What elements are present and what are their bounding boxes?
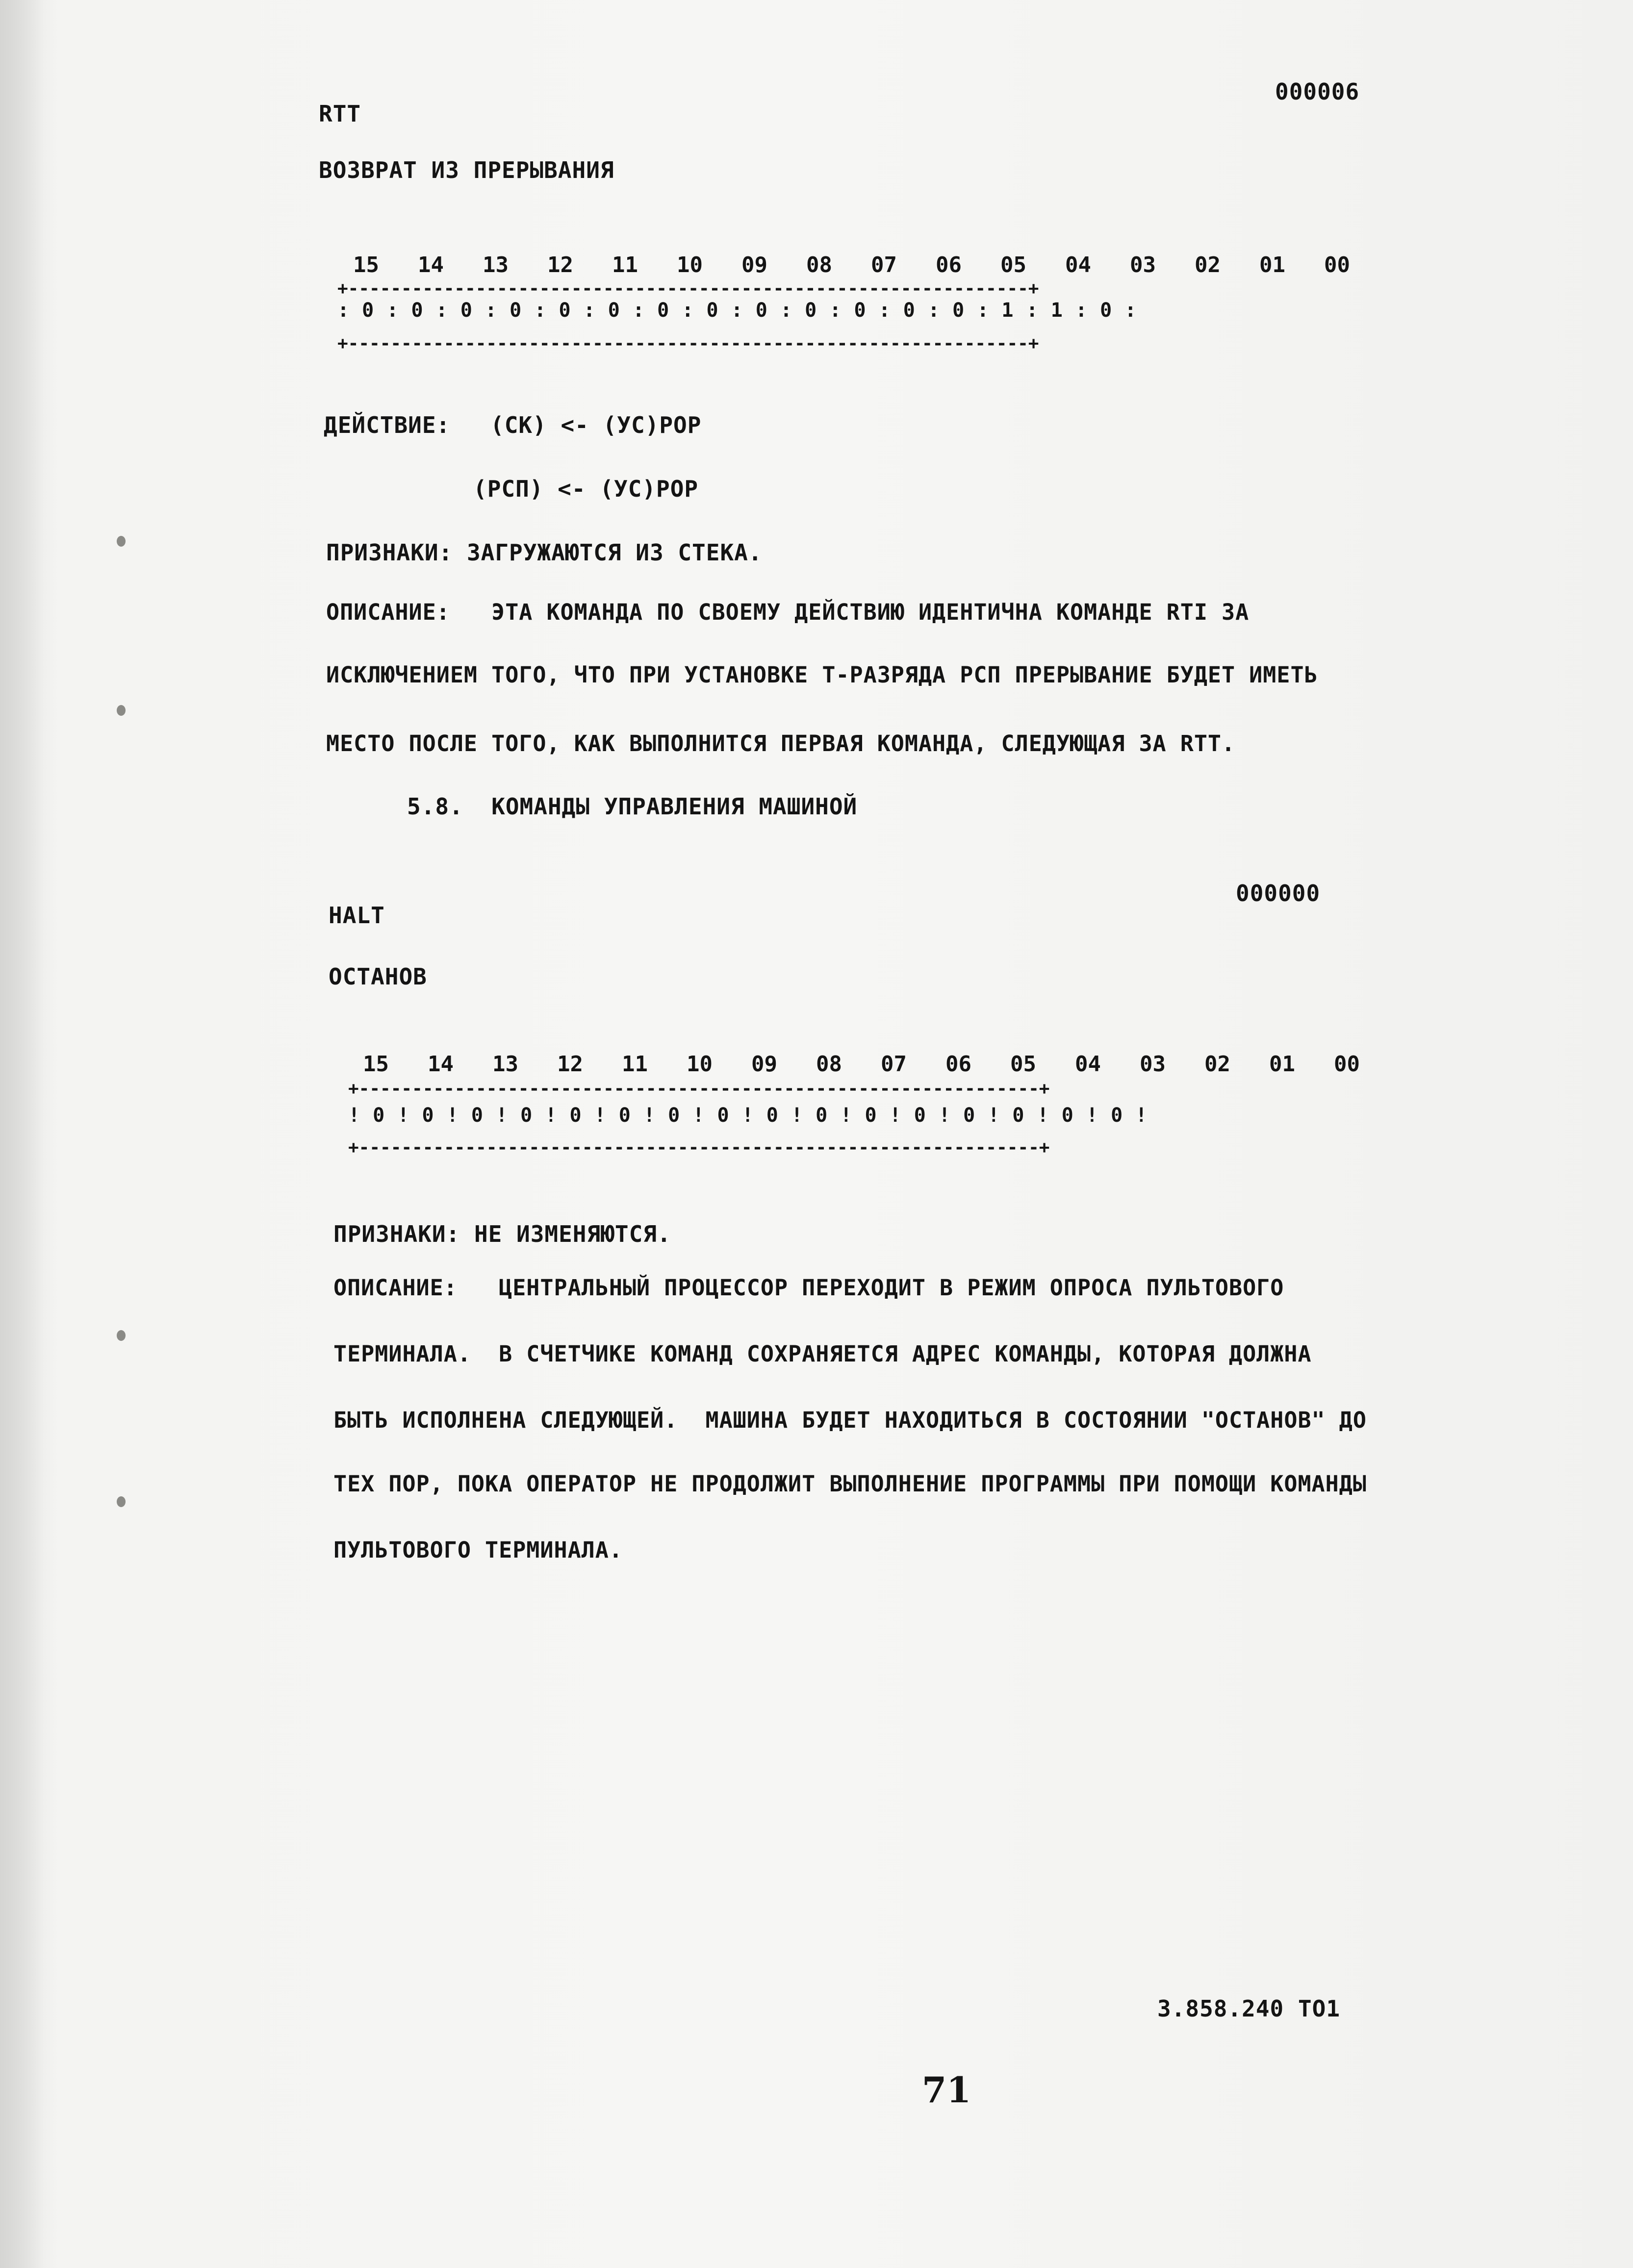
- bit-number: 07: [881, 1052, 907, 1077]
- rtt-mnemonic: RTT: [319, 101, 361, 127]
- rtt-description-line2: ИСКЛЮЧЕНИЕМ ТОГО, ЧТО ПРИ УСТАНОВКЕ Т-РАЗРЯДА РСП ПРЕРЫВАНИЕ БУДЕТ ИМЕТЬ: [326, 662, 1318, 688]
- bit-number: 12: [557, 1052, 583, 1077]
- bit-number: 07: [871, 252, 897, 277]
- rtt-code: 000006: [1275, 78, 1360, 105]
- bit-number: 09: [741, 252, 767, 277]
- bit-number: 10: [677, 252, 703, 277]
- bit-number: 05: [1000, 252, 1026, 277]
- section-heading: 5.8. КОМАНДЫ УПРАВЛЕНИЯ МАШИНОЙ: [407, 793, 858, 820]
- halt-border-top: +----------------------------------------------------------------+: [348, 1079, 1050, 1099]
- binding-hole: [117, 536, 126, 547]
- bit-number: 15: [363, 1052, 389, 1077]
- rtt-bit-row: : 0 : 0 : 0 : 0 : 0 : 0 : 0 : 0 : 0 : 0 : 0 : 0 : 0 : 1 : 1 : 0 :: [337, 299, 1137, 322]
- bit-number: 08: [806, 252, 832, 277]
- bit-number: 04: [1065, 252, 1091, 277]
- bit-number: 13: [492, 1052, 518, 1077]
- bit-number: 15: [353, 252, 379, 277]
- halt-name: ОСТАНОВ: [329, 963, 427, 990]
- document-code: 3.858.240 ТО1: [1157, 1995, 1341, 2022]
- halt-description-line3: БЫТЬ ИСПОЛНЕНА СЛЕДУЮЩЕЙ. МАШИНА БУДЕТ НАХОДИТЬСЯ В СОСТОЯНИИ "ОСТАНОВ" ДО: [333, 1407, 1367, 1433]
- bit-number: 01: [1259, 252, 1285, 277]
- bit-number: 03: [1140, 1052, 1166, 1077]
- rtt-action-line2: (РСП) <- (УС)POP: [473, 476, 699, 502]
- bit-number: 11: [622, 1052, 648, 1077]
- bit-number: 06: [936, 252, 962, 277]
- bit-number: 09: [751, 1052, 777, 1077]
- page-edge-shadow: [0, 0, 44, 2268]
- bit-number: 00: [1334, 1052, 1360, 1077]
- rtt-name: ВОЗВРАТ ИЗ ПРЕРЫВАНИЯ: [319, 157, 614, 183]
- rtt-flags: ПРИЗНАКИ: ЗАГРУЖАЮТСЯ ИЗ СТЕКА.: [326, 539, 763, 566]
- rtt-bit-numbers: [353, 252, 1383, 282]
- halt-description-line2: ТЕРМИНАЛА. В СЧЕТЧИКЕ КОМАНД СОХРАНЯЕТСЯ АДРЕС КОМАНДЫ, КОТОРАЯ ДОЛЖНА: [333, 1341, 1312, 1367]
- rtt-action-label: ДЕЙСТВИЕ:: [324, 412, 451, 438]
- bit-number: 02: [1204, 1052, 1230, 1077]
- halt-bit-numbers: [363, 1052, 1393, 1081]
- bit-number: 06: [945, 1052, 971, 1077]
- bit-number: 10: [687, 1052, 713, 1077]
- bit-number: 04: [1075, 1052, 1101, 1077]
- rtt-description-line3: МЕСТО ПОСЛЕ ТОГО, КАК ВЫПОЛНИТСЯ ПЕРВАЯ КОМАНДА, СЛЕДУЮЩАЯ ЗА RTT.: [326, 731, 1236, 756]
- bit-number: 00: [1324, 252, 1350, 277]
- bit-number: 08: [816, 1052, 842, 1077]
- rtt-action-line1: (СК) <- (УС)POP: [490, 412, 702, 438]
- bit-number: 13: [483, 252, 509, 277]
- bit-number: 05: [1010, 1052, 1036, 1077]
- bit-number: 01: [1269, 1052, 1295, 1077]
- page-number: 71: [922, 2069, 971, 2111]
- binding-hole: [117, 1496, 126, 1507]
- rtt-description-line1: ОПИСАНИЕ: ЭТА КОМАНДА ПО СВОЕМУ ДЕЙСТВИЮ ИДЕНТИЧНА КОМАНДЕ RTI ЗА: [326, 599, 1250, 625]
- bit-number: 11: [612, 252, 638, 277]
- bit-number: 02: [1195, 252, 1221, 277]
- halt-bit-row: ! 0 ! 0 ! 0 ! 0 ! 0 ! 0 ! 0 ! 0 ! 0 ! 0 ! 0 ! 0 ! 0 ! 0 ! 0 ! 0 !: [348, 1104, 1148, 1127]
- halt-description-line5: ПУЛЬТОВОГО ТЕРМИНАЛА.: [333, 1537, 623, 1563]
- bit-number: 12: [547, 252, 573, 277]
- rtt-border-bottom: +----------------------------------------------------------------+: [337, 333, 1039, 353]
- halt-border-bottom: +----------------------------------------------------------------+: [348, 1137, 1050, 1158]
- halt-flags: ПРИЗНАКИ: НЕ ИЗМЕНЯЮТСЯ.: [333, 1221, 671, 1247]
- bit-number: 14: [428, 1052, 454, 1077]
- halt-description-line4: ТЕХ ПОР, ПОКА ОПЕРАТОР НЕ ПРОДОЛЖИТ ВЫПОЛНЕНИЕ ПРОГРАММЫ ПРИ ПОМОЩИ КОМАНДЫ: [333, 1471, 1367, 1497]
- halt-description-line1: ОПИСАНИЕ: ЦЕНТРАЛЬНЫЙ ПРОЦЕССОР ПЕРЕХОДИТ В РЕЖИМ ОПРОСА ПУЛЬТОВОГО: [333, 1275, 1284, 1301]
- halt-code: 000000: [1236, 880, 1321, 907]
- halt-mnemonic: HALT: [329, 902, 385, 929]
- bit-number: 14: [418, 252, 444, 277]
- bit-number: 03: [1130, 252, 1156, 277]
- binding-hole: [117, 1330, 126, 1341]
- rtt-border-top: +----------------------------------------------------------------+: [337, 278, 1039, 299]
- binding-hole: [117, 705, 126, 716]
